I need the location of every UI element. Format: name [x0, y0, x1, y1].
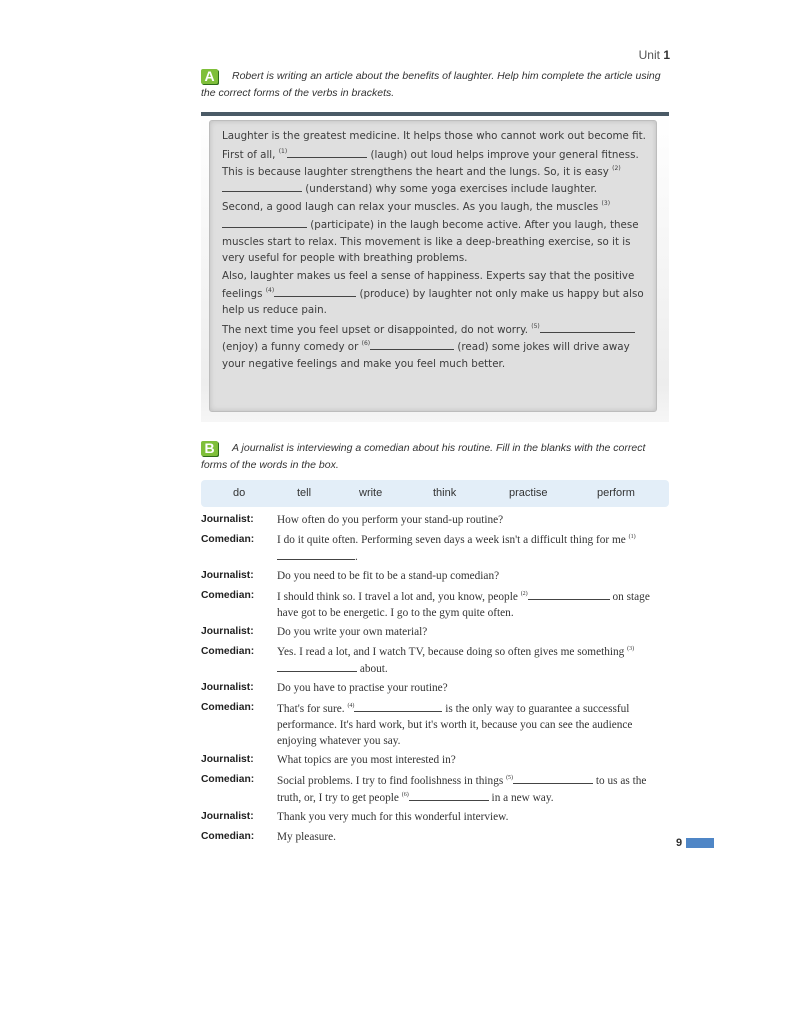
dialogue-line: Journalist: Do you have to practise your routine?	[201, 682, 448, 694]
article-blank-4[interactable]	[274, 285, 356, 297]
dialogue-blank-5[interactable]	[513, 772, 593, 784]
word-box-item: write	[359, 487, 383, 499]
dialogue-line: Journalist: What topics are you most interested in?	[201, 754, 456, 766]
word-box-item: practise	[509, 487, 548, 499]
dialogue-line: Comedian: That's for sure. $^{(4)}$ is the only way to guarantee a successful performance. It's hard work, but it's worth it, because you can see the audience enjoying whatever you say.	[201, 701, 633, 747]
unit-label: Unit 1	[638, 48, 670, 62]
article-blank-1[interactable]	[287, 146, 367, 158]
page-number-bar	[686, 838, 714, 848]
article-paragraph-2: First of all, $^{(1)}$ (laugh) out loud helps improve your general fitness. This is because laughter strengthens the heart and the lungs. So, it is easy $^{(2)}$ (understand) why some yoga exercises include laughter.	[222, 148, 639, 196]
dialogue-blank-3[interactable]	[277, 660, 357, 672]
dialogue-blank-2[interactable]	[528, 588, 610, 600]
dialogue-line: Journalist: Thank you very much for this wonderful interview.	[201, 811, 509, 823]
dialogue-line: Journalist: Do you need to be fit to be a stand-up comedian?	[201, 570, 500, 582]
article-blank-3[interactable]	[222, 216, 307, 228]
section-b-instruction-text: A journalist is interviewing a comedian about his routine. Fill in the blanks with the correct forms of the words in the box.	[201, 442, 646, 471]
page-number: 9	[676, 837, 683, 849]
section-b-badge: B	[201, 441, 218, 456]
dialogue-blank-6[interactable]	[409, 789, 489, 801]
speaker-journalist: Journalist:	[201, 626, 254, 637]
article-paragraph-3: Second, a good laugh can relax your muscles. As you laugh, the muscles $^{(3)}$ (participate) in the laugh become active. After you laugh, these muscles start to relax. This movement is like a deep-breathing exercise, so it is very useful for people with breathing problems.	[222, 200, 639, 265]
dialogue-blank-1[interactable]	[277, 548, 355, 560]
dialogue-line: Comedian: Yes. I read a lot, and I watch TV, because doing so often gives me something $^{(3)}$ about.	[201, 645, 635, 675]
section-a-instruction-text: Robert is writing an article about the benefits of laughter. Help him complete the article using the correct forms of the verbs in brackets.	[201, 70, 661, 99]
speaker-journalist: Journalist:	[201, 682, 254, 693]
section-a-instruction	[201, 68, 671, 102]
word-box-item: perform	[597, 487, 635, 499]
dialogue-line: Comedian: I should think so. I travel a lot and, you know, people $^{(2)}$ on stage have got to be energetic. I go to the gym quite often.	[201, 589, 650, 619]
speaker-journalist: Journalist:	[201, 514, 254, 525]
speaker-comedian: Comedian:	[201, 533, 255, 545]
word-box-item: do	[233, 487, 246, 499]
speaker-comedian: Comedian:	[201, 830, 255, 842]
section-a-badge: A	[201, 69, 218, 84]
article-blank-5[interactable]	[540, 321, 635, 333]
speaker-comedian: Comedian:	[201, 773, 255, 785]
speaker-journalist: Journalist:	[201, 570, 254, 581]
article-blank-6[interactable]	[370, 338, 454, 350]
article-blank-2[interactable]	[222, 180, 302, 192]
word-box-item: think	[433, 487, 457, 499]
article-paragraph-1: Laughter is the greatest medicine. It helps those who cannot work out become fit.	[222, 130, 646, 142]
dialogue-line: Comedian: Social problems. I try to find foolishness in things $^{(5)}$ to us as the truth, or, I try to get people $^{(6)}$ in a new way.	[201, 773, 647, 804]
dialogue-blank-4[interactable]	[354, 700, 442, 712]
dialogue-line: Comedian: My pleasure.	[201, 830, 336, 843]
dialogue-line: Comedian: I do it quite often. Performing seven days a week isn't a difficult thing for me $^{(1)}$.	[201, 533, 636, 563]
dialogue-line: Journalist: Do you write your own material?	[201, 626, 428, 638]
speaker-journalist: Journalist:	[201, 811, 254, 822]
dialogue-line: Journalist: How often do you perform your stand-up routine?	[201, 514, 504, 526]
unit-number: 1	[663, 48, 670, 62]
speaker-comedian: Comedian:	[201, 589, 255, 601]
speaker-comedian: Comedian:	[201, 645, 255, 657]
interview-dialogue	[201, 512, 671, 848]
speaker-comedian: Comedian:	[201, 701, 255, 713]
word-box-item: tell	[297, 487, 312, 499]
section-b-instruction	[201, 440, 671, 474]
article-paragraph-5: The next time you feel upset or disappointed, do not worry. $^{(5)}$ (enjoy) a funny comedy or $^{(6)}$ (read) some jokes will drive away your negative feelings and make you feel much better.	[222, 321, 646, 373]
word-box	[201, 480, 669, 507]
speaker-journalist: Journalist:	[201, 754, 254, 765]
article-paragraph-4: Also, laughter makes us feel a sense of happiness. Experts say that the positive feelings $^{(4)}$ (produce) by laughter not only make us happy but also help us reduce pain.	[222, 270, 644, 317]
article-panel	[201, 112, 669, 422]
article	[209, 120, 657, 412]
